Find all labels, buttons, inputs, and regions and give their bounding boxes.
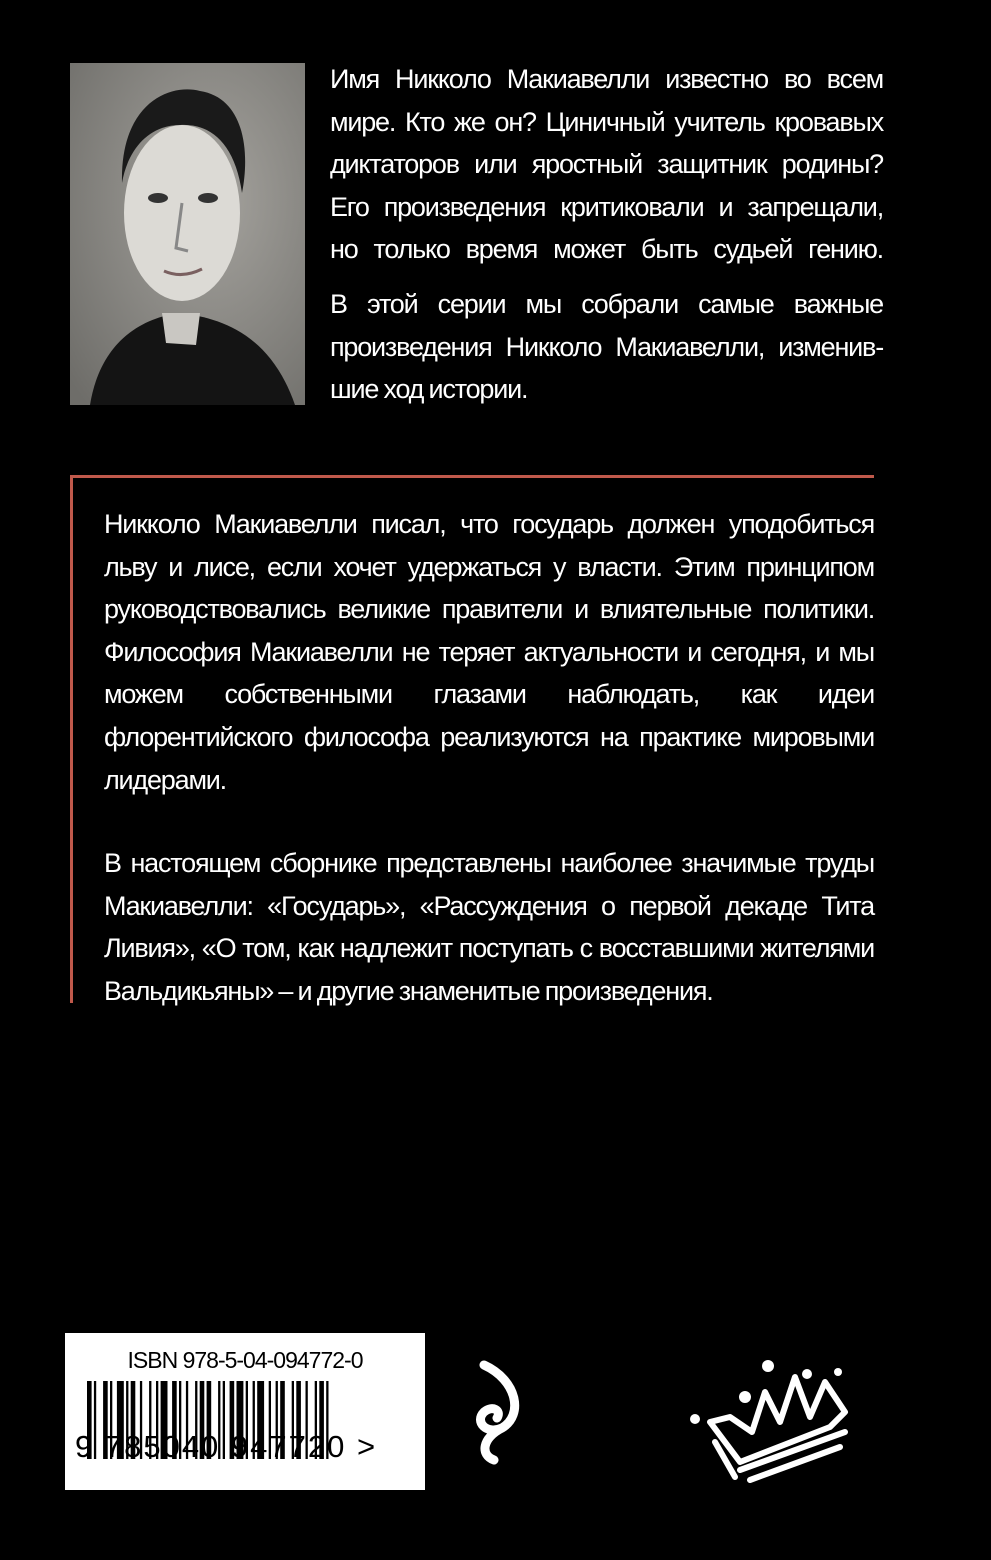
text-line: Философия Макиавелли не теряет актуальности и сегодня, и мы — [104, 636, 874, 667]
machiavelli-portrait — [70, 63, 305, 405]
isbn-label: ISBN 978-5-04-094772-0 — [127, 1347, 363, 1373]
text-line: произведения Никколо Макиавелли, изменив- — [330, 331, 883, 362]
text-line: Никколо Макиавелли писал, что государь должен уподобиться — [104, 509, 874, 539]
text-line: руководствовались великие правители и влиятельные политики. — [104, 594, 874, 625]
text-line: можем собственными глазами наблюдать, как идеи — [104, 679, 874, 710]
text-line: флорентийского философа реализуются на практике мировыми — [104, 721, 874, 752]
description-paragraph-1 — [104, 503, 874, 801]
text-line: шие ход истории. — [330, 374, 528, 405]
intro-paragraph-2 — [330, 283, 883, 411]
text-line: но только время может быть судьей гению. — [330, 234, 883, 265]
barcode-digits: 9 785040 947720 > — [75, 1429, 378, 1464]
eksmo-logo-icon — [462, 1360, 532, 1465]
description-paragraph-2 — [104, 842, 874, 1012]
text-line: В этой серии мы собрали самые важные — [330, 288, 883, 319]
text-line: В настоящем сборнике представлены наиболее значимые труды — [104, 848, 874, 879]
accent-rule-horizontal — [70, 475, 874, 478]
text-line: диктаторов или яростный защитник родины? — [330, 149, 883, 180]
text-line: Ливия», «О том, как надлежит поступать с восставшими жителями — [104, 933, 874, 964]
description-text — [104, 503, 874, 1054]
text-line: Макиавелли: «Государь», «Рассуждения о первой декаде Тита — [104, 890, 874, 921]
text-line: Вальдикьяны» – и другие знаменитые произведения. — [104, 975, 713, 1006]
barcode — [65, 1333, 425, 1490]
text-line: льву и лисе, если хочет удержаться у власти. Этим принципом — [104, 551, 874, 582]
text-line: Его произведения критиковали и запрещали, — [330, 191, 883, 222]
intro-paragraph-1 — [330, 58, 883, 271]
text-line: мире. Кто же он? Циничный учитель кровавых — [330, 106, 883, 137]
text-line: Имя Никколо Макиавелли известно во всем — [330, 64, 883, 94]
intro-text — [330, 58, 883, 423]
crown-icon — [680, 1352, 880, 1487]
text-line: лидерами. — [104, 764, 226, 795]
accent-rule-vertical — [70, 475, 73, 1003]
